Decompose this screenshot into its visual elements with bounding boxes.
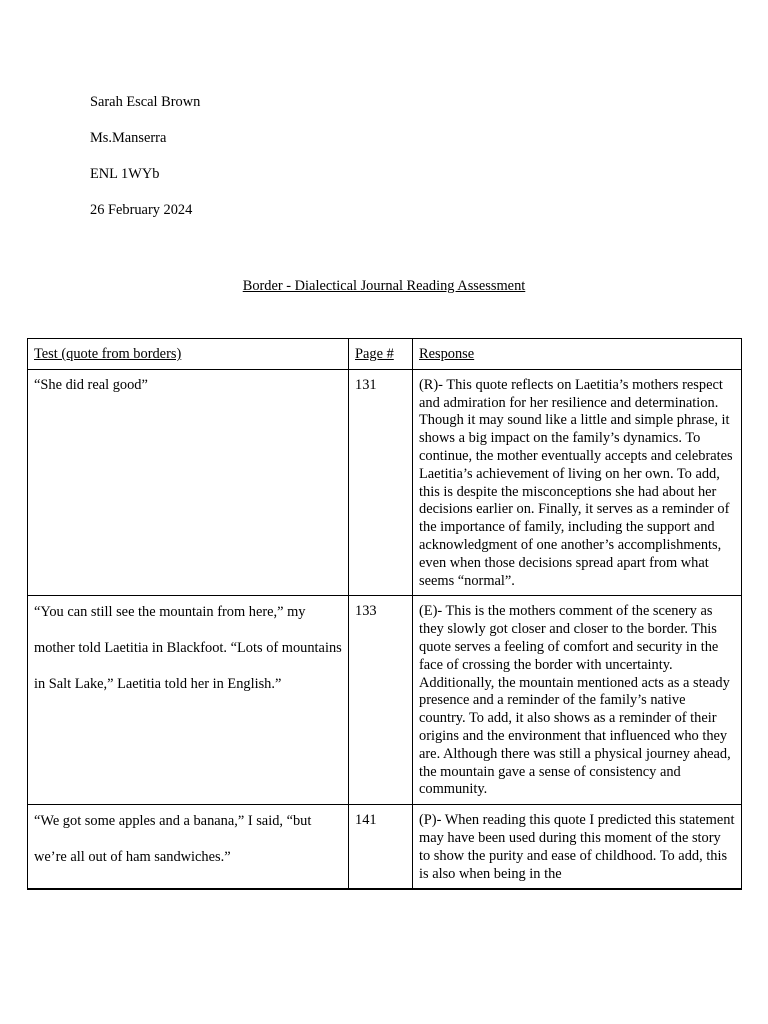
assignment-date: 26 February 2024 — [90, 202, 193, 218]
table-row — [28, 369, 742, 596]
quote-cell: “You can still see the mountain from here,” my mother told Laetitia in Blackfoot. “Lots of mountains in Salt Lake,” Laetitia told her in English.” — [28, 596, 349, 805]
response-cell: (P)- When reading this quote I predicted this statement may have been used during this moment of the story to show the purity and ease of childhood. To add, this is also when being in the — [413, 805, 742, 890]
dialectical-journal-table — [27, 338, 742, 890]
quote-cell: “We got some apples and a banana,” I said, “but we’re all out of ham sandwiches.” — [28, 805, 349, 890]
page-cell: 141 — [349, 805, 413, 890]
document-title: Border - Dialectical Journal Reading Assessment — [242, 278, 526, 294]
table-row — [28, 805, 742, 890]
response-cell: (R)- This quote reflects on Laetitia’s mothers respect and admiration for her resilience and determination. Though it may sound like a little and simple phrase, it shows a big impact on the family’s dynamics. To continue, the mother eventually accepts and celebrates Laetitia’s achievement of living on her own. To add, this is despite the misconceptions she had about her decisions earlier on. Finally, it serves as a reminder of the importance of family, including the support and acknowledgment of one another’s accomplishments, even when those decisions spread apart from what seems “normal”. — [413, 369, 742, 596]
table-row — [28, 596, 742, 805]
student-name: Sarah Escal Brown — [90, 94, 201, 110]
column-header-quote: Test (quote from borders) — [28, 339, 349, 370]
column-header-response: Response — [413, 339, 742, 370]
course-code: ENL 1WYb — [90, 166, 160, 182]
response-cell: (E)- This is the mothers comment of the scenery as they slowly got closer and closer to the border. This quote serves a feeling of comfort and security in the face of crossing the border with uncertainty. Additionally, the mountain mentioned acts as a steady presence and a reminder of the family’s native country. To add, it also shows as a reminder of their origins and the environment that influenced who they are. Although there was still a physical journey ahead, the mountain gave a sense of consistency and community. — [413, 596, 742, 805]
column-header-page: Page # — [349, 339, 413, 370]
table-header-row — [28, 339, 742, 370]
page-cell: 131 — [349, 369, 413, 596]
quote-cell: “She did real good” — [28, 369, 349, 596]
teacher-name: Ms.Manserra — [90, 130, 167, 146]
page-cell: 133 — [349, 596, 413, 805]
